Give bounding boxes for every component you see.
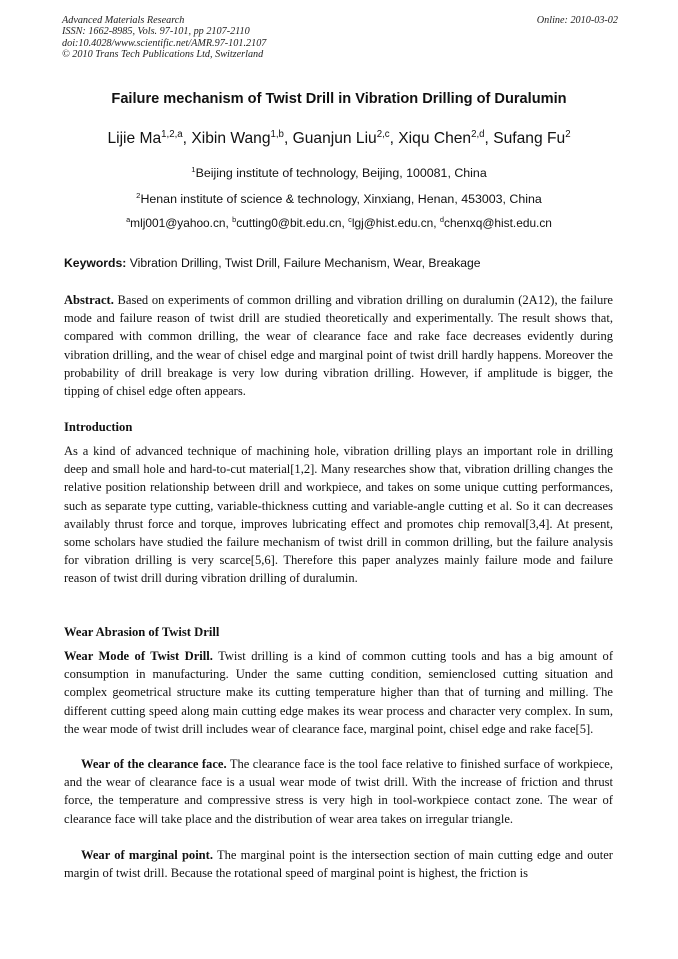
- author: Sufang Fu$^2$: [493, 128, 571, 147]
- wear-section-heading: Wear Abrasion of Twist Drill: [64, 625, 220, 639]
- author: Guanjun Liu$^{2,c}$,: [292, 128, 399, 147]
- keywords-text: Vibration Drilling, Twist Drill, Failure Mechanism, Wear, Breakage: [126, 256, 481, 270]
- email[interactable]: $^b$cutting0@bit.edu.cn: [232, 215, 342, 230]
- marginal-point-paragraph: Wear of marginal point. The marginal point is the intersection section of main cutting edge and outer margin of twist drill. Because the rotational speed of marginal point is highest, the friction is: [64, 848, 613, 881]
- introduction-paragraph: As a kind of advanced technique of machining hole, vibration drilling plays an important role in drilling deep and small hole and hard-to-cut material[1,2]. Many researches show that, vibration drilling changes the relative position relationship between drill and workpiece, and takes on some unique cutting performances, such as separate type cutting, variable-thickness cutting and variable-angle cutting et al. So it can decreases availably thrust force and torque, improves lubricating effect and promotes chip removal[3,4]. At present, some scholars have studied the failure mechanism of twist drill in common drilling, but the failure analysis for vibration drilling is very scarce[5,6]. Therefore this paper analyzes mainly failure mode and failure reason of twist drill during vibration drilling of duralumin.: [64, 444, 613, 586]
- email-list: $^a$mlj001@yahoo.cn, $^b$cutting0@bit.edu.cn, $^c$lgj@hist.edu.cn, $^d$chenxq@hist.edu.cn: [126, 215, 552, 230]
- journal-header: [62, 15, 622, 61]
- journal-name: Advanced Materials Research: [62, 15, 185, 26]
- paper-title: Failure mechanism of Twist Drill in Vibration Drilling of Duralumin: [111, 91, 567, 107]
- author-list: [40, 129, 638, 149]
- affiliation-2: $^2$Henan institute of science & technology, Xinxiang, Henan, 453003, China: [136, 190, 542, 206]
- abstract-text: Based on experiments of common drilling and vibration drilling on duralumin (2A12), the failure mode and failure reason of twist drill are studied theoretically and experimentally. The result shows that, compared with common drilling, the wear of clearance face and rake face decreases evidently during vibration drilling, and the wear of chisel edge and marginal point of twist drill hardly happens. Moreover the probability of drill breakage is very low during vibration drilling. However, if amplitude is bigger, the tipping of chisel edge often appears.: [64, 293, 613, 399]
- issn-line: ISSN: 1662-8985, Vols. 97-101, pp 2107-2110: [62, 26, 250, 38]
- keywords-label: Keywords:: [64, 256, 127, 270]
- introduction-heading: Introduction: [64, 420, 133, 434]
- doi-line: doi:10.4028/www.scientific.net/AMR.97-101.2107: [62, 37, 267, 49]
- email[interactable]: $^c$lgj@hist.edu.cn: [348, 215, 434, 230]
- keywords: [64, 255, 624, 271]
- marginal-point-label: Wear of marginal point.: [81, 848, 213, 862]
- clearance-face-paragraph: Wear of the clearance face. The clearance face is the tool face relative to finished surface of workpiece, and the wear of clearance face is a usual wear mode of twist drill. With the increase of friction and thrust force, the temperature and compressive stress is very high in tool-workpiece contact zone. The wear of clearance face will take place and the distribution of wear area takes on irregular triangle.: [64, 757, 613, 826]
- wear-mode-label: Wear Mode of Twist Drill.: [64, 649, 213, 663]
- copyright-line: © 2010 Trans Tech Publications Ltd, Switzerland: [62, 49, 264, 61]
- abstract-label: Abstract.: [64, 293, 114, 307]
- online-date: Online: 2010-03-02: [536, 15, 618, 26]
- wear-mode-paragraph: Wear Mode of Twist Drill. Twist drilling is a kind of common cutting tools and has a big amount of consumption in manufacturing. Under the same cutting condition, semienclosed cutting situation and complex geometrical structure make its cutting temperature higher than that of turning and milling. The different cutting speed along main cutting edge makes its wear process and character very complex. In sum, the wear mode of twist drill includes wear of clearance face, marginal point, chisel edge and rake face[5].: [64, 649, 613, 736]
- author: Xibin Wang$^{1,b}$,: [191, 128, 293, 147]
- email[interactable]: $^d$chenxq@hist.edu.cn: [439, 215, 552, 230]
- author: Lijie Ma$^{1,2,a}$,: [107, 128, 192, 147]
- email[interactable]: $^a$mlj001@yahoo.cn: [126, 215, 226, 230]
- author: Xiqu Chen$^{2,d}$,: [398, 128, 494, 147]
- abstract-paragraph: [64, 291, 613, 400]
- affiliation-1: $^1$Beijing institute of technology, Beijing, 100081, China: [191, 164, 487, 180]
- clearance-face-label: Wear of the clearance face.: [81, 757, 227, 771]
